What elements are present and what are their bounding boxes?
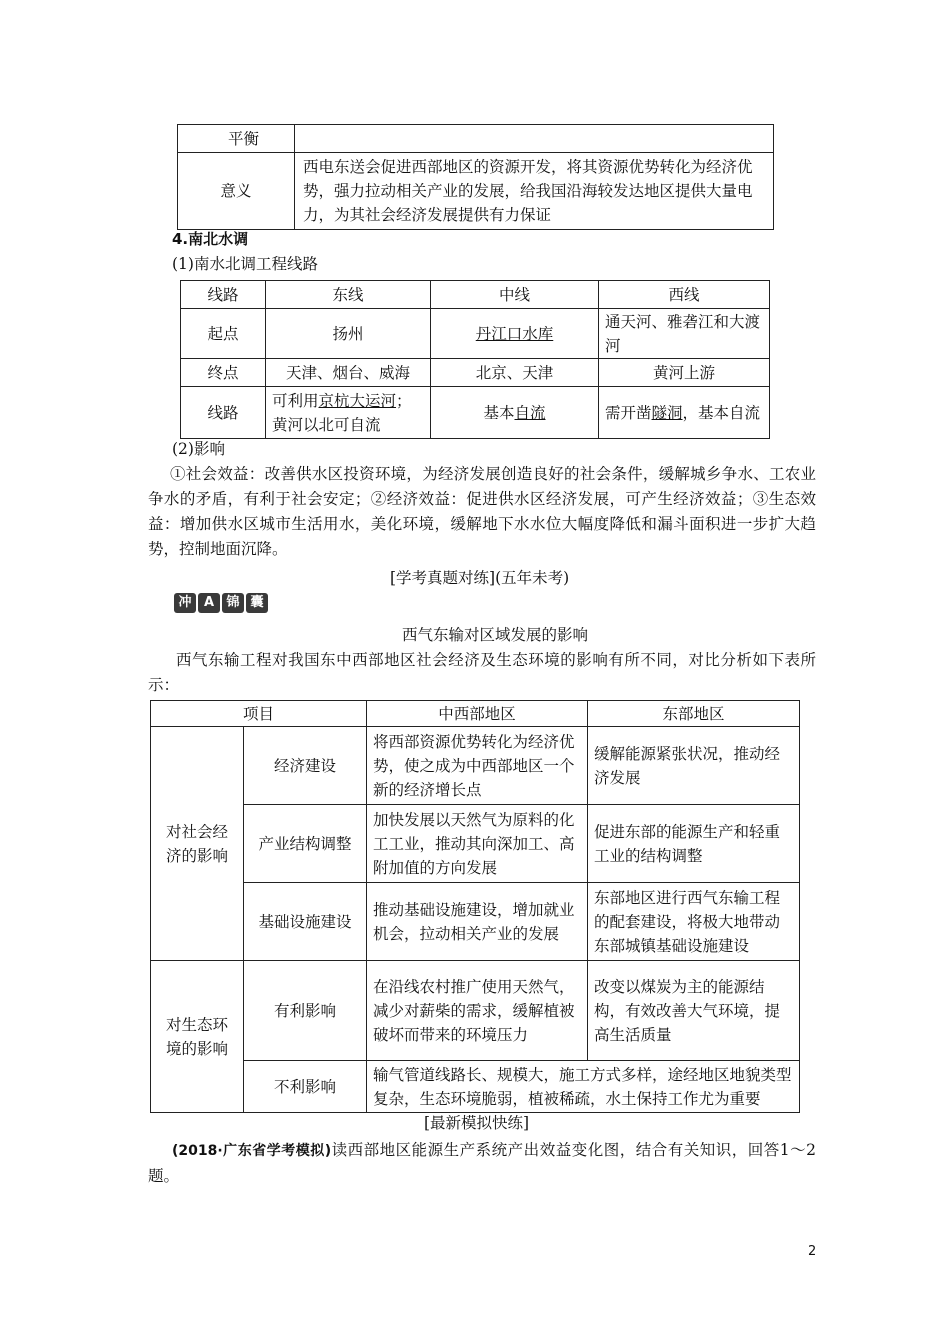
table-cell: 通天河、雅砻江和大渡河	[599, 309, 770, 359]
row-label: 线路	[181, 387, 266, 439]
table-cell: 缓解能源紧张状况，推动经济发展	[588, 727, 800, 805]
table-cell: 加快发展以天然气为原料的化工工业，推动其向深加工、高附加值的方向发展	[367, 805, 588, 883]
table-cell: 基本自流	[431, 387, 599, 439]
row-label: 终点	[181, 359, 266, 387]
gas-intro: 西气东输工程对我国东中西部地区社会经济及生态环境的影响有所不同，对比分析如下表所示：	[148, 651, 816, 694]
section-title: [学考真题对练](五年未考)	[390, 569, 570, 587]
header-cell: 东部地区	[588, 701, 800, 727]
question-source: (2018·广东省学考模拟)	[172, 1143, 332, 1159]
table-cell: 需开凿隧洞，基本自流	[599, 387, 770, 439]
underlined-term: 京杭大运河	[318, 391, 397, 410]
row-label: 不利影响	[244, 1061, 367, 1113]
header-cell: 东线	[266, 281, 431, 309]
impact-paragraph: ①社会效益：改善供水区投资环境，为经济发展创造良好的社会条件，缓解城乡争水、工农业争水的矛盾，有利于社会安定；②经济效益：促进供水区经济发展，可产生经济效益；③生态效益：增加供水区城市生活用水，美化环境，缓解地下水水位大幅度降低和漏斗面积进一步扩大趋势，控制地面沉降。	[148, 465, 816, 558]
header-cell: 中线	[431, 281, 599, 309]
section-title: [最新模拟快练]	[424, 1114, 530, 1132]
header-cell: 线路	[181, 281, 266, 309]
table-cell	[295, 125, 774, 153]
table-cell: 在沿线农村推广使用天然气，减少对薪柴的需求，缓解植被破坏而带来的环境压力	[367, 961, 588, 1061]
table-row	[178, 125, 217, 153]
underlined-term: 自流	[514, 403, 546, 422]
subsection-heading: (2)影响	[172, 440, 225, 458]
table-cell: 可利用京杭大运河；黄河以北可自流	[266, 387, 431, 439]
table-cell: 输气管道线路长、规模大，施工方式多样，途经地区地貌类型复杂，生态环境脆弱，植被稀疏，水土保持工作尤为重要	[367, 1061, 800, 1113]
gas-title: 西气东输对区域发展的影响	[401, 626, 588, 644]
header-cell: 西线	[599, 281, 770, 309]
underlined-term: 丹江口水库	[475, 324, 554, 343]
tips-badge	[174, 593, 268, 615]
badge-char: 锦	[222, 593, 244, 613]
row-label: 经济建设	[244, 727, 367, 805]
table-cell	[431, 309, 599, 359]
table-west-east-power	[177, 124, 774, 230]
badge-char: 冲	[174, 593, 196, 613]
page-number: 2	[808, 1244, 817, 1259]
route-table	[180, 280, 770, 439]
table-cell: 将西部资源优势转化为经济优势，使之成为中西部地区一个新的经济增长点	[367, 727, 588, 805]
group-label: 对生态环境的影响	[151, 961, 244, 1113]
table-cell: 西电东送会促进西部地区的资源开发，将其资源优势转化为经济优势，强力拉动相关产业的发展，给我国沿海较发达地区提供大量电力，为其社会经济发展提供有力保证	[295, 153, 774, 230]
row-label: 产业结构调整	[244, 805, 367, 883]
section-heading: 4.南北水调	[172, 230, 249, 248]
subsection-heading: (1)南水北调工程线路	[172, 255, 318, 273]
gas-impact-table	[150, 700, 800, 1113]
table-row-label: 意义	[178, 153, 295, 230]
table-cell: 促进东部的能源生产和轻重工业的结构调整	[588, 805, 800, 883]
header-cell: 项目	[151, 701, 367, 727]
table-cell: 黄河上游	[599, 359, 770, 387]
table-row-label: 平衡	[216, 125, 295, 153]
table-cell: 北京、天津	[431, 359, 599, 387]
table-cell: 改变以煤炭为主的能源结构，有效改善大气环境，提高生活质量	[588, 961, 800, 1061]
group-label: 对社会经济的影响	[151, 727, 244, 961]
underlined-term: 隧洞	[651, 403, 683, 422]
row-label: 起点	[181, 309, 266, 359]
row-label: 基础设施建设	[244, 883, 367, 961]
header-cell: 中西部地区	[367, 701, 588, 727]
badge-char: A	[198, 593, 220, 613]
badge-char: 囊	[246, 593, 268, 613]
table-cell: 推动基础设施建设，增加就业机会，拉动相关产业的发展	[367, 883, 588, 961]
table-cell: 东部地区进行西气东输工程的配套建设，将极大地带动东部城镇基础设施建设	[588, 883, 800, 961]
row-label: 有利影响	[244, 961, 367, 1061]
question-text: (2018·广东省学考模拟)读西部地区能源生产系统产出效益变化图，结合有关知识，回答1～2题。	[148, 1141, 816, 1185]
table-cell: 天津、烟台、威海	[266, 359, 431, 387]
table-cell: 扬州	[266, 309, 431, 359]
